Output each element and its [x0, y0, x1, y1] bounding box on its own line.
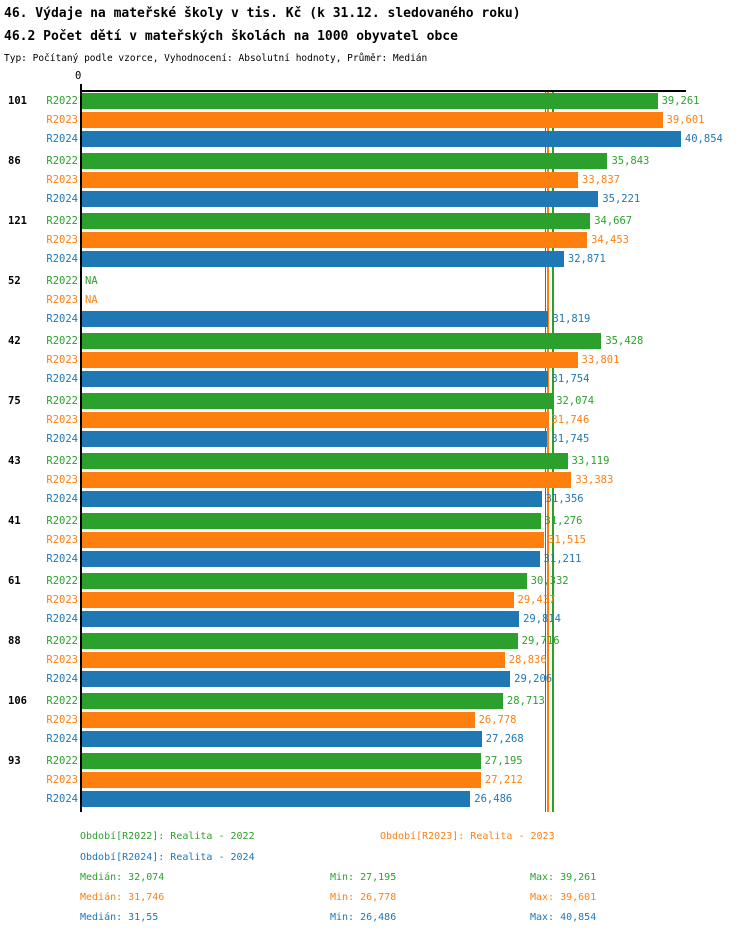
- value-label-r2022: 28,713: [506, 695, 545, 707]
- value-label-r2023: NA: [85, 294, 98, 306]
- value-label-r2024: 31,356: [545, 492, 584, 505]
- bar-r2024: [82, 131, 681, 147]
- series-label-r2022: R2022: [46, 515, 78, 527]
- bar-r2022: [82, 393, 552, 409]
- value-label-r2023: 28,836: [508, 654, 547, 666]
- series-label-r2023: R2023: [46, 294, 78, 306]
- value-label-r2024: 27,268: [485, 732, 524, 745]
- bar-r2023: [82, 772, 481, 788]
- value-label-r2024: 29,206: [514, 672, 553, 685]
- value-label-r2024: 40,854: [684, 132, 723, 145]
- value-label-r2024: 31,211: [543, 552, 582, 565]
- legend-min-r2022: Min: 27,195: [330, 872, 397, 883]
- bar-r2022: [82, 633, 518, 649]
- series-label-r2024: R2024: [46, 672, 78, 685]
- value-label-r2024: 32,871: [567, 252, 606, 265]
- value-label-r2023: 27,212: [484, 774, 523, 786]
- row-label: 86: [8, 155, 21, 167]
- legend-median-r2023: Medián: 31,746: [80, 892, 165, 903]
- bar-r2024: [82, 671, 510, 687]
- value-label-r2022: 35,428: [605, 335, 644, 347]
- series-label-r2022: R2022: [46, 755, 78, 767]
- value-label-r2023: 34,453: [591, 234, 630, 246]
- bar-r2022: [82, 153, 607, 169]
- value-label-r2023: 31,515: [548, 534, 586, 546]
- value-label-r2022: 27,195: [484, 755, 523, 767]
- row-label: 106: [8, 695, 27, 707]
- value-label-r2023: 31,746: [551, 414, 590, 426]
- bar-r2023: [82, 352, 578, 368]
- bar-r2024: [82, 611, 519, 627]
- series-label-r2024: R2024: [46, 132, 78, 145]
- legend-min-r2024: Min: 26,486: [330, 912, 397, 923]
- series-label-r2022: R2022: [46, 275, 78, 287]
- bar-r2024: [82, 431, 547, 447]
- series-label-r2023: R2023: [46, 774, 78, 786]
- value-label-r2023: 39,601: [666, 114, 705, 126]
- series-label-r2024: R2024: [46, 552, 78, 565]
- bar-r2024: [82, 251, 564, 267]
- bar-r2023: [82, 712, 475, 728]
- bar-r2022: [82, 753, 481, 769]
- report-meta-line: Typ: Počítaný podle vzorce, Vyhodnocení: Absolutní hodnoty, Průměr: Medián: [4, 53, 428, 64]
- bar-r2023: [82, 472, 571, 488]
- row-label: 43: [8, 455, 21, 467]
- bar-r2022: [82, 693, 503, 709]
- legend-period-r2024: Období[R2024]: Realita - 2024: [80, 852, 255, 863]
- value-label-r2024: 31,745: [551, 432, 590, 445]
- bar-r2023: [82, 532, 544, 548]
- series-label-r2022: R2022: [46, 395, 78, 407]
- row-label: 42: [8, 335, 21, 347]
- series-label-r2024: R2024: [46, 372, 78, 385]
- value-label-r2022: 39,261: [661, 95, 700, 107]
- row-label: 75: [8, 395, 21, 407]
- series-label-r2023: R2023: [46, 114, 78, 126]
- series-label-r2022: R2022: [46, 215, 78, 227]
- series-label-r2023: R2023: [46, 234, 78, 246]
- series-label-r2024: R2024: [46, 792, 78, 805]
- value-label-r2024: 29,814: [523, 612, 561, 625]
- value-label-r2022: 35,843: [611, 155, 650, 167]
- bar-r2023: [82, 652, 505, 668]
- value-label-r2022: 34,667: [594, 215, 633, 227]
- value-label-r2024: 31,819: [552, 312, 591, 325]
- bar-r2024: [82, 791, 470, 807]
- row-label: 52: [8, 275, 21, 287]
- value-label-r2024: 26,486: [474, 792, 513, 805]
- series-label-r2024: R2024: [46, 732, 78, 745]
- bar-r2022: [82, 93, 658, 109]
- x-axis-zero-label: 0: [75, 70, 82, 82]
- value-label-r2022: 33,119: [571, 455, 610, 467]
- series-label-r2023: R2023: [46, 594, 78, 606]
- value-label-r2022: NA: [85, 275, 98, 287]
- series-label-r2024: R2024: [46, 612, 78, 625]
- bar-r2022: [82, 573, 527, 589]
- bar-r2022: [82, 513, 541, 529]
- bar-r2024: [82, 311, 548, 327]
- legend-max-r2022: Max: 39,261: [530, 872, 597, 883]
- row-label: 88: [8, 635, 21, 647]
- row-label: 101: [8, 95, 27, 107]
- legend-median-r2024: Medián: 31,55: [80, 912, 159, 923]
- bar-r2024: [82, 491, 542, 507]
- bar-r2022: [82, 453, 568, 469]
- series-label-r2023: R2023: [46, 414, 78, 426]
- bar-r2024: [82, 551, 540, 567]
- series-label-r2023: R2023: [46, 474, 78, 486]
- series-label-r2022: R2022: [46, 95, 78, 107]
- value-label-r2022: 31,276: [544, 515, 583, 527]
- series-label-r2022: R2022: [46, 335, 78, 347]
- report-title: 46. Výdaje na mateřské školy v tis. Kč (k 31.12. sledovaného roku): [4, 6, 521, 21]
- series-label-r2024: R2024: [46, 192, 78, 205]
- series-label-r2022: R2022: [46, 455, 78, 467]
- value-label-r2024: 31,754: [551, 372, 590, 385]
- series-label-r2022: R2022: [46, 155, 78, 167]
- series-label-r2023: R2023: [46, 354, 78, 366]
- series-label-r2022: R2022: [46, 695, 78, 707]
- series-label-r2023: R2023: [46, 714, 78, 726]
- x-axis-line: [80, 90, 686, 92]
- bar-r2022: [82, 213, 590, 229]
- legend-period-r2023: Období[R2023]: Realita - 2023: [380, 831, 555, 842]
- row-label: 41: [8, 515, 21, 527]
- value-label-r2022: 30,332: [530, 575, 569, 587]
- value-label-r2023: 29,437: [517, 594, 556, 606]
- bar-r2022: [82, 333, 601, 349]
- value-label-r2022: 32,074: [556, 395, 595, 407]
- series-label-r2024: R2024: [46, 312, 78, 325]
- bar-r2023: [82, 412, 547, 428]
- value-label-r2023: 26,778: [478, 714, 517, 726]
- bar-r2024: [82, 371, 548, 387]
- series-label-r2023: R2023: [46, 174, 78, 186]
- bar-r2024: [82, 191, 598, 207]
- value-label-r2023: 33,383: [575, 474, 614, 486]
- row-label: 61: [8, 575, 21, 587]
- bar-r2024: [82, 731, 482, 747]
- series-label-r2023: R2023: [46, 654, 78, 666]
- bar-r2023: [82, 592, 514, 608]
- series-label-r2022: R2022: [46, 575, 78, 587]
- bar-r2023: [82, 172, 578, 188]
- legend-period-r2022: Období[R2022]: Realita - 2022: [80, 831, 255, 842]
- value-label-r2023: 33,801: [581, 354, 620, 366]
- series-label-r2023: R2023: [46, 534, 78, 546]
- indicator-title: 46.2 Počet dětí v mateřských školách na 1000 obyvatel obce: [4, 29, 458, 44]
- row-label: 121: [8, 215, 27, 227]
- bar-r2023: [82, 232, 587, 248]
- value-label-r2022: 29,716: [521, 635, 560, 647]
- legend-min-r2023: Min: 26,778: [330, 892, 397, 903]
- value-label-r2023: 33,837: [582, 174, 620, 186]
- series-label-r2024: R2024: [46, 252, 78, 265]
- row-label: 93: [8, 755, 21, 767]
- legend-max-r2023: Max: 39,601: [530, 892, 597, 903]
- legend-median-r2022: Medián: 32,074: [80, 872, 165, 883]
- series-label-r2024: R2024: [46, 492, 78, 505]
- series-label-r2022: R2022: [46, 635, 78, 647]
- series-label-r2024: R2024: [46, 432, 78, 445]
- value-label-r2024: 35,221: [602, 192, 641, 205]
- bar-r2023: [82, 112, 663, 128]
- legend-max-r2024: Max: 40,854: [530, 912, 597, 923]
